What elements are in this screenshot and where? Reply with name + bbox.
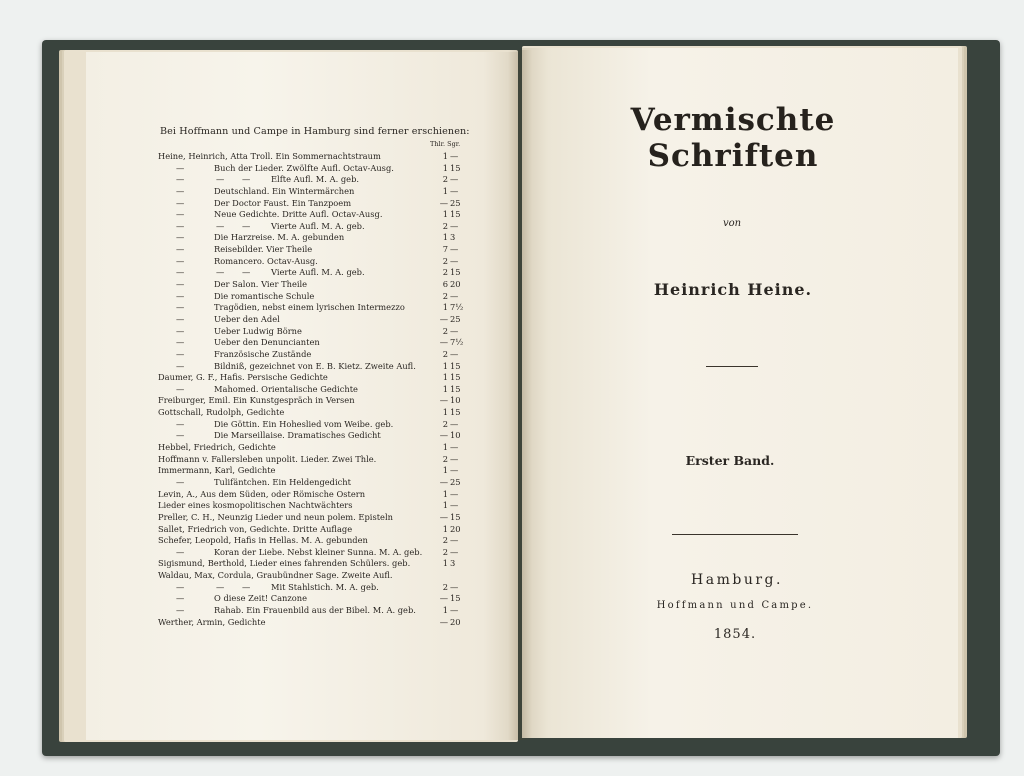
- list-item: [158, 267, 466, 279]
- price-silbergroschen: 15: [450, 162, 461, 173]
- ditto-dash: —: [176, 337, 185, 348]
- list-item: [158, 454, 466, 466]
- price-thaler: 7: [442, 244, 448, 255]
- book-title: Vermischte Schriften: [630, 102, 836, 174]
- list-header: Bei Hoffmann und Campe in Hamburg sind ferner erschienen:: [160, 126, 470, 137]
- price-thaler: 1: [442, 442, 448, 453]
- list-item: [158, 209, 466, 221]
- price-silbergroschen: 10: [450, 430, 461, 441]
- price-silbergroschen: —: [450, 220, 459, 231]
- list-item: [158, 186, 466, 198]
- price-thaler: —: [439, 430, 448, 441]
- list-item: [158, 512, 466, 524]
- list-item: [158, 430, 466, 442]
- ditto-dash: —: [242, 581, 251, 592]
- ditto-dash: —: [176, 244, 185, 255]
- list-item: [158, 151, 466, 163]
- price-thaler: 2: [442, 255, 448, 266]
- price-thaler: —: [439, 616, 448, 627]
- list-item: [158, 593, 466, 605]
- ditto-dash: —: [242, 267, 251, 278]
- price-thaler: 2: [442, 325, 448, 336]
- price-thaler: 1: [442, 465, 448, 476]
- list-item: [158, 524, 466, 536]
- ditto-dash: —: [176, 209, 185, 220]
- price-thaler: 1: [442, 209, 448, 220]
- list-item-title: Levin, A., Aus dem Süden, oder Römische Ostern: [158, 488, 366, 499]
- price-thaler: 1: [442, 232, 448, 243]
- list-item-title: Freiburger, Emil. Ein Kunstgespräch in Versen: [158, 395, 355, 406]
- list-item-title: Der Doctor Faust. Ein Tanzpoem: [214, 197, 352, 208]
- ditto-dash: —: [176, 197, 185, 208]
- list-item-title: Ueber den Denuncianten: [214, 337, 320, 348]
- list-item: [158, 465, 466, 477]
- list-item-title: Die Göttin. Ein Hoheslied vom Weibe. geb.: [214, 418, 394, 429]
- list-item: [158, 570, 466, 582]
- price-silbergroschen: —: [450, 453, 459, 464]
- ditto-dash: —: [176, 220, 185, 231]
- list-item-title: Die romantische Schule: [214, 290, 315, 301]
- price-silbergroschen: —: [450, 500, 459, 511]
- list-item-title: Elfte Aufl. M. A. geb.: [271, 174, 360, 185]
- ditto-dash: —: [176, 604, 185, 615]
- price-silbergroschen: —: [450, 151, 459, 161]
- ditto-dash: —: [176, 418, 185, 429]
- price-silbergroschen: —: [450, 418, 459, 429]
- ditto-dash: —: [216, 220, 225, 231]
- ditto-dash: —: [176, 162, 185, 173]
- price-thaler: 1: [442, 558, 448, 569]
- list-item: [158, 337, 466, 349]
- list-item: [158, 605, 466, 617]
- list-item: [158, 419, 466, 431]
- price-silbergroschen: —: [450, 442, 459, 453]
- list-item-title: Vierte Aufl. M. A. geb.: [271, 220, 365, 231]
- list-item-title: Koran der Liebe. Nebst kleiner Sunna. M. A. geb.: [214, 546, 423, 557]
- list-item: [158, 198, 466, 210]
- list-item-title: Französische Zustände: [214, 348, 312, 359]
- price-thaler: 1: [442, 523, 448, 534]
- list-item: [158, 291, 466, 303]
- list-item-title: Neue Gedichte. Dritte Aufl. Octav-Ausg.: [214, 209, 383, 220]
- list-item: [158, 256, 466, 268]
- list-item-title: Mit Stahlstich. M. A. geb.: [271, 581, 379, 592]
- price-silbergroschen: 3: [450, 232, 456, 243]
- ditto-dash: —: [216, 267, 225, 278]
- price-thaler: 1: [442, 151, 448, 161]
- ditto-dash: —: [176, 267, 185, 278]
- list-item-title: Deutschland. Ein Wintermärchen: [214, 185, 355, 196]
- list-item: [158, 279, 466, 291]
- price-silbergroschen: 3: [450, 558, 456, 569]
- list-item-title: Ueber den Adel: [214, 313, 280, 324]
- price-thaler: 1: [442, 500, 448, 511]
- list-item: [158, 163, 466, 175]
- list-item: [158, 326, 466, 338]
- price-silbergroschen: 15: [450, 360, 461, 371]
- price-silbergroschen: 20: [450, 279, 461, 290]
- ditto-dash: —: [176, 360, 185, 371]
- ditto-dash: —: [176, 546, 185, 557]
- price-silbergroschen: —: [450, 488, 459, 499]
- price-silbergroschen: 25: [450, 476, 461, 487]
- list-item: [158, 361, 466, 373]
- price-silbergroschen: —: [450, 244, 459, 255]
- ditto-dash: —: [176, 290, 185, 301]
- list-item-title: Tulifäntchen. Ein Heldengedicht: [214, 476, 351, 487]
- list-item: [158, 395, 466, 407]
- list-item-title: Schefer, Leopold, Hafis in Hellas. M. A. gebunden: [158, 535, 368, 546]
- ditto-dash: —: [176, 348, 185, 359]
- ditto-dash: —: [176, 255, 185, 266]
- price-thaler: 1: [442, 383, 448, 394]
- list-item-title: Romancero. Octav-Ausg.: [214, 255, 318, 266]
- price-silbergroschen: 20: [450, 523, 461, 534]
- ditto-dash: —: [242, 174, 251, 185]
- price-thaler: 6: [442, 279, 448, 290]
- price-thaler: —: [439, 511, 448, 522]
- list-item-title: Mahomed. Orientalische Gedichte: [214, 383, 358, 394]
- price-silbergroschen: 15: [450, 383, 461, 394]
- list-item-title: Immermann, Karl, Gedichte: [158, 465, 276, 476]
- price-silbergroschen: —: [450, 535, 459, 546]
- price-silbergroschen: 15: [450, 511, 461, 522]
- price-thaler: —: [439, 313, 448, 324]
- list-item: [158, 349, 466, 361]
- list-item: [158, 617, 466, 629]
- price-thaler: 1: [442, 372, 448, 383]
- price-thaler: 2: [442, 290, 448, 301]
- price-silbergroschen: —: [450, 185, 459, 196]
- price-silbergroschen: 15: [450, 407, 461, 418]
- price-silbergroschen: 7½: [450, 302, 464, 313]
- list-item: [158, 489, 466, 501]
- list-item: [158, 174, 466, 186]
- ditto-dash: —: [176, 232, 185, 243]
- price-silbergroschen: 20: [450, 616, 461, 627]
- price-silbergroschen: 25: [450, 313, 461, 324]
- list-item: [158, 547, 466, 559]
- ditto-dash: —: [176, 174, 185, 185]
- price-thaler: —: [439, 337, 448, 348]
- price-thaler: —: [439, 197, 448, 208]
- ditto-dash: —: [242, 220, 251, 231]
- price-silbergroschen: 15: [450, 267, 461, 278]
- list-item-title: Sallet, Friedrich von, Gedichte. Dritte Auflage: [158, 523, 353, 534]
- title-rule-lower: [672, 534, 798, 535]
- list-item: [158, 372, 466, 384]
- price-silbergroschen: 10: [450, 395, 461, 406]
- title-author: Heinrich Heine.: [653, 280, 813, 299]
- book-gutter: [508, 50, 532, 740]
- ditto-dash: —: [216, 174, 225, 185]
- list-item: [158, 221, 466, 233]
- price-column-header: Thlr. Sgr.: [430, 140, 461, 148]
- ditto-dash: —: [176, 581, 185, 592]
- price-thaler: —: [439, 395, 448, 406]
- ditto-dash: —: [216, 581, 225, 592]
- price-silbergroschen: —: [450, 546, 459, 557]
- ditto-dash: —: [176, 430, 185, 441]
- list-item-title: Hoffmann v. Fallersleben unpolit. Lieder. Zwei Thle.: [158, 453, 377, 464]
- title-publisher: Hoffmann und Campe.: [656, 600, 814, 611]
- list-item-title: Vierte Aufl. M. A. geb.: [271, 267, 365, 278]
- list-item-title: Rahab. Ein Frauenbild aus der Bibel. M. A. geb.: [214, 604, 416, 615]
- title-rule-upper: [706, 366, 758, 367]
- title-von: von: [722, 218, 742, 229]
- price-silbergroschen: 15: [450, 593, 461, 604]
- list-item-title: Gottschall, Rudolph, Gedichte: [158, 407, 285, 418]
- list-item-title: Ueber Ludwig Börne: [214, 325, 302, 336]
- price-thaler: —: [439, 593, 448, 604]
- price-thaler: 1: [442, 407, 448, 418]
- list-item: [158, 535, 466, 547]
- list-item-title: Bildniß, gezeichnet von E. B. Kietz. Zweite Aufl.: [214, 360, 416, 371]
- ditto-dash: —: [176, 383, 185, 394]
- price-thaler: 1: [442, 488, 448, 499]
- list-item-title: Die Harzreise. M. A. gebunden: [214, 232, 345, 243]
- price-silbergroschen: 15: [450, 372, 461, 383]
- price-thaler: 1: [442, 604, 448, 615]
- list-item-title: Reisebilder. Vier Theile: [214, 244, 313, 255]
- price-silbergroschen: —: [450, 604, 459, 615]
- book-list: [158, 151, 466, 628]
- price-thaler: 2: [442, 174, 448, 185]
- ditto-dash: —: [176, 325, 185, 336]
- list-item: [158, 244, 466, 256]
- list-item: [158, 500, 466, 512]
- ditto-dash: —: [176, 593, 185, 604]
- list-item: [158, 384, 466, 396]
- price-silbergroschen: 15: [450, 209, 461, 220]
- list-item-title: Der Salon. Vier Theile: [214, 279, 308, 290]
- price-silbergroschen: —: [450, 174, 459, 185]
- list-item-title: Waldau, Max, Cordula, Graubündner Sage. Zweite Aufl.: [158, 570, 393, 581]
- list-item-title: Sigismund, Berthold, Lieder eines fahrenden Schülers. geb.: [158, 558, 411, 569]
- list-item-title: Tragödien, nebst einem lyrischen Intermezzo: [214, 302, 405, 313]
- price-thaler: 2: [442, 453, 448, 464]
- list-item: [158, 407, 466, 419]
- list-item: [158, 558, 466, 570]
- price-thaler: 2: [442, 267, 448, 278]
- price-thaler: 1: [442, 302, 448, 313]
- list-item: [158, 477, 466, 489]
- ditto-dash: —: [176, 279, 185, 290]
- list-item-title: O diese Zeit! Canzone: [214, 593, 308, 604]
- list-item-title: Die Marseillaise. Dramatisches Gedicht: [214, 430, 381, 441]
- price-thaler: 1: [442, 162, 448, 173]
- price-thaler: 1: [442, 360, 448, 371]
- price-silbergroschen: —: [450, 465, 459, 476]
- list-item-title: Werther, Armin, Gedichte: [158, 616, 266, 627]
- price-silbergroschen: 25: [450, 197, 461, 208]
- title-city: Hamburg.: [691, 572, 783, 588]
- price-silbergroschen: —: [450, 348, 459, 359]
- list-item: [158, 582, 466, 594]
- price-silbergroschen: —: [450, 290, 459, 301]
- price-thaler: 2: [442, 348, 448, 359]
- price-thaler: 2: [442, 418, 448, 429]
- price-silbergroschen: —: [450, 581, 459, 592]
- price-thaler: 2: [442, 581, 448, 592]
- list-item-title: Hebbel, Friedrich, Gedichte: [158, 442, 276, 453]
- price-thaler: 1: [442, 185, 448, 196]
- list-item-title: Lieder eines kosmopolitischen Nachtwächters: [158, 500, 353, 511]
- price-thaler: 2: [442, 546, 448, 557]
- list-item: [158, 442, 466, 454]
- ditto-dash: —: [176, 185, 185, 196]
- ditto-dash: —: [176, 302, 185, 313]
- price-silbergroschen: 7½: [450, 337, 464, 348]
- title-volume: Erster Band.: [685, 453, 775, 468]
- price-silbergroschen: —: [450, 325, 459, 336]
- list-item-title: Preller, C. H., Neunzig Lieder und neun polem. Episteln: [158, 511, 393, 522]
- price-thaler: 2: [442, 220, 448, 231]
- list-item: [158, 232, 466, 244]
- list-item-title: Buch der Lieder. Zwölfte Aufl. Octav-Ausg.: [214, 162, 394, 173]
- price-thaler: 2: [442, 535, 448, 546]
- price-silbergroschen: —: [450, 255, 459, 266]
- price-thaler: —: [439, 476, 448, 487]
- title-year: 1854.: [713, 627, 757, 642]
- list-item-title: Heine, Heinrich, Atta Troll. Ein Sommernachtstraum: [158, 151, 381, 161]
- ditto-dash: —: [176, 476, 185, 487]
- list-item: [158, 302, 466, 314]
- ditto-dash: —: [176, 313, 185, 324]
- list-item-title: Daumer, G. F., Hafis. Persische Gedichte: [158, 372, 328, 383]
- list-item: [158, 314, 466, 326]
